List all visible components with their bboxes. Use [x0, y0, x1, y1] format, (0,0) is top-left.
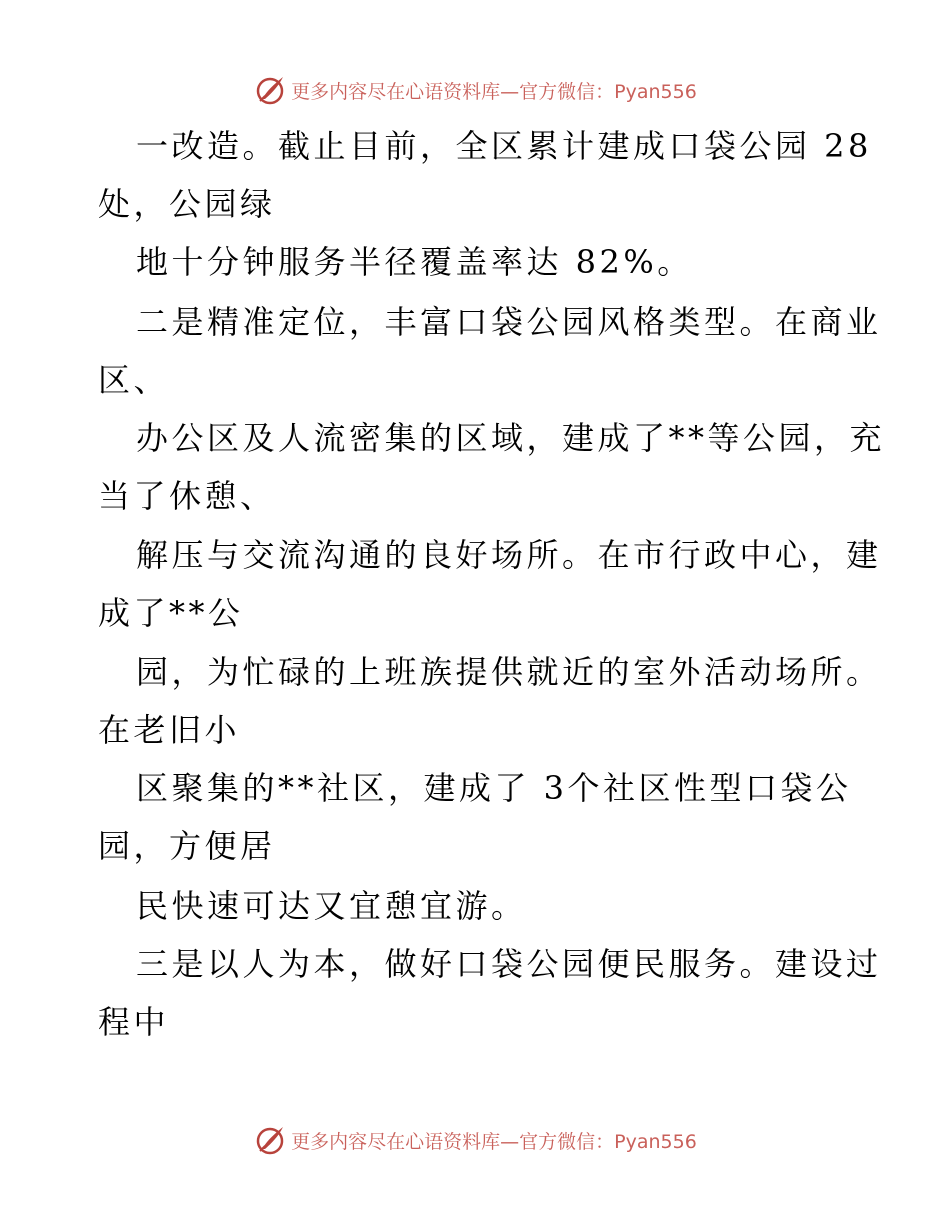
paragraph-line: 解压与交流沟通的良好场所。在市行政中心，建	[136, 536, 882, 574]
header-banner-text: 更多内容尽在心语资料库—官方微信：Pyan556	[291, 80, 697, 103]
paragraph-line: 当了休憩、	[98, 477, 276, 515]
header-banner	[0, 72, 950, 108]
paragraph-line: 成了**公	[98, 594, 244, 632]
paragraph-line: 园，为忙碌的上班族提供就近的室外活动场所。	[136, 653, 882, 691]
paragraph-line: 一改造。截止目前，全区累计建成口袋公园 28	[136, 127, 872, 165]
paragraph-line: 民快速可达又宜憩宜游。	[136, 887, 527, 925]
paragraph-line: 区、	[98, 361, 170, 399]
feather-quill-logo-icon	[253, 73, 287, 107]
paragraph-line: 三是以人为本，做好口袋公园便民服务。建设过	[136, 945, 882, 983]
paragraph-line: 程中	[98, 1003, 170, 1041]
paragraph-line: 在老旧小	[98, 711, 241, 749]
footer-banner-text: 更多内容尽在心语资料库—官方微信：Pyan556	[291, 1130, 697, 1153]
paragraph-line: 区聚集的**社区，建成了 3个社区性型口袋公	[136, 769, 852, 807]
paragraph-line: 地十分钟服务半径覆盖率达 82%。	[136, 243, 693, 281]
paragraph-line: 处，公园绿	[98, 185, 276, 223]
paragraph-line: 二是精准定位，丰富口袋公园风格类型。在商业	[136, 303, 882, 341]
paragraph-line: 园，方便居	[98, 827, 276, 865]
paragraph-line: 办公区及人流密集的区域，建成了**等公园，充	[136, 419, 886, 457]
footer-banner	[0, 1122, 950, 1158]
feather-quill-logo-icon	[253, 1123, 287, 1157]
